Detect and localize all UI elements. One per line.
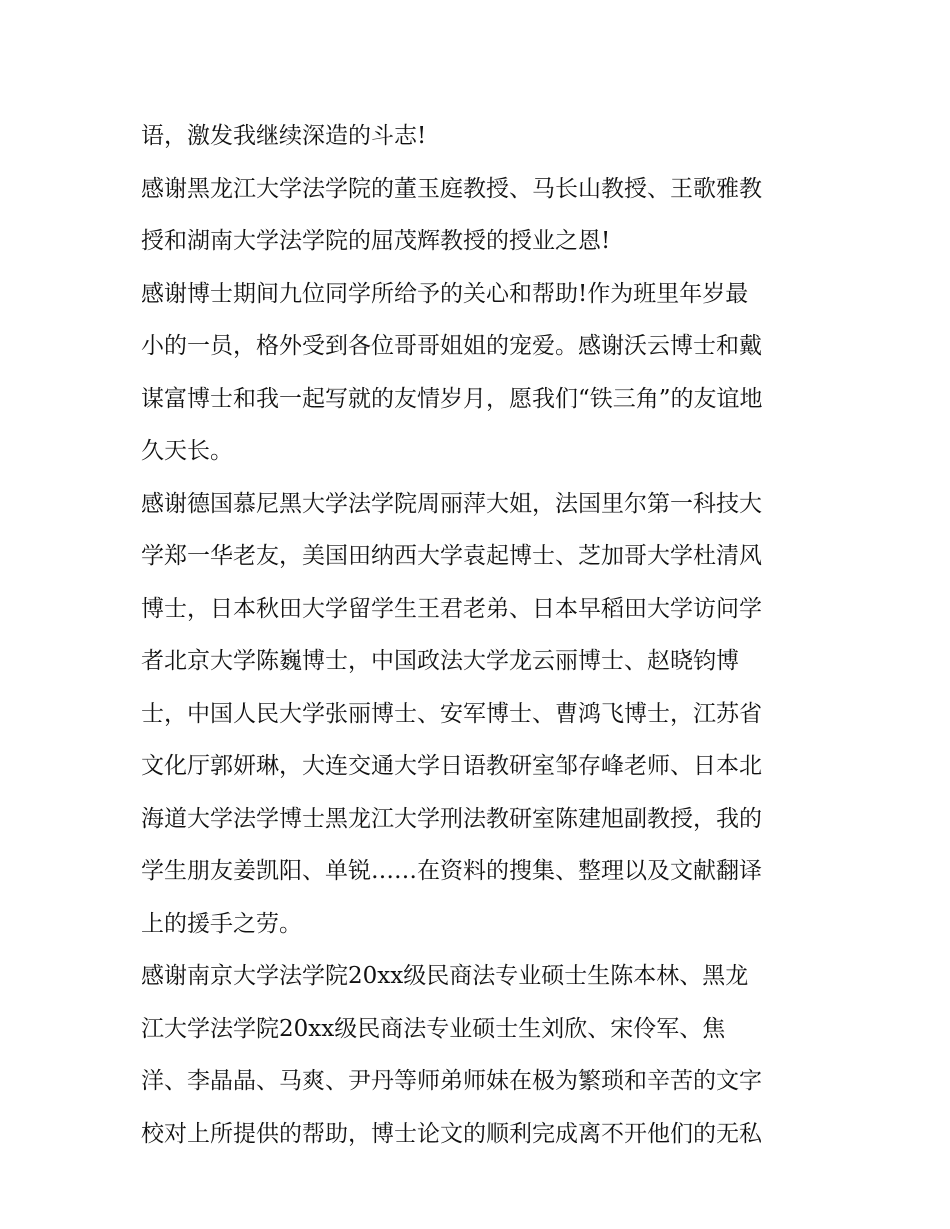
text-line: 学生朋友姜凯阳、单锐……在资料的搜集、整理以及文献翻译: [141, 858, 762, 884]
text-line: 校对上所提供的帮助，博士论文的顺利完成离不开他们的无私: [141, 1120, 762, 1147]
text-line: 感谢德国慕尼黑大学法学院周丽萍大姐，法国里尔第一科技大: [141, 490, 762, 517]
text-line: 学郑一华老友，美国田纳西大学袁起博士、芝加哥大学杜清风: [141, 543, 762, 569]
text-line: 士，中国人民大学张丽博士、安军博士、曹鸿飞博士，江苏省: [141, 700, 762, 727]
text-line: 感谢黑龙江大学法学院的董玉庭教授、马长山教授、王歌雅教: [141, 175, 762, 202]
text-line: 海道大学法学博士黑龙江大学刑法教研室陈建旭副教授，我的: [141, 805, 762, 832]
text-line: 感谢南京大学法学院20xx级民商法专业硕士生陈本林、黑龙: [141, 963, 749, 989]
document-body: [141, 110, 821, 1160]
text-line: 小的一员，格外受到各位哥哥姐姐的宠爱。感谢沃云博士和戴: [141, 333, 762, 359]
text-line: 上的援手之劳。: [141, 910, 302, 937]
text-line: 博士，日本秋田大学留学生王君老弟、日本早稻田大学访问学: [141, 595, 762, 622]
text-line: 授和湖南大学法学院的屈茂辉教授的授业之恩!: [141, 228, 611, 254]
text-line: 洋、李晶晶、马爽、尹丹等师弟师妹在极为繁琐和辛苦的文字: [141, 1068, 762, 1094]
text-line: 语，激发我继续深造的斗志!: [141, 123, 427, 149]
text-line: 江大学法学院20xx级民商法专业硕士生刘欣、宋伶军、焦: [141, 1015, 726, 1042]
text-line: 感谢博士期间九位同学所给予的关心和帮助!作为班里年岁最: [141, 280, 749, 307]
text-line: 谋富博士和我一起写就的友情岁月，愿我们“铁三角”的友谊地: [141, 385, 763, 412]
text-line: 者北京大学陈巍博士，中国政法大学龙云丽博士、赵晓钧博: [141, 648, 739, 674]
text-line: 久天长。: [141, 438, 233, 464]
text-line: 文化厅郭妍琳，大连交通大学日语教研室邹存峰老师、日本北: [141, 753, 762, 779]
